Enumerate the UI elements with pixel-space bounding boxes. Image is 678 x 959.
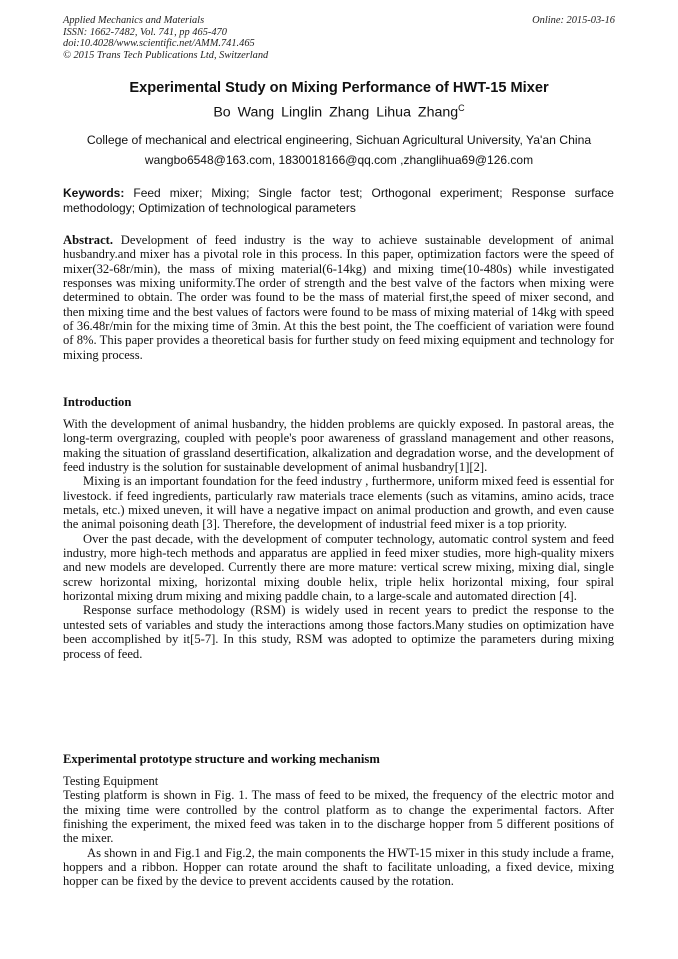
paragraph: Response surface methodology (RSM) is widely used in recent years to predict the response to the untested sets of variables and study the interactions among those factors.Many studies on optimization have been accomplished by it[5-7]. In this study, RSM was adopted to optimize the parameters during mixing process of feed. bbox=[63, 603, 614, 661]
abstract bbox=[63, 233, 614, 362]
doi-line[interactable]: doi:10.4028/www.scientific.net/AMM.741.465 bbox=[63, 38, 255, 49]
paragraph: Testing platform is shown in Fig. 1. The mass of feed to be mixed, the frequency of the electric motor and the mixing time were controlled by the control platform as to change the experimental factors. After finishing the experiment, the mixed feed was taken in to the discharge hopper from 5 different positions of the mixer. bbox=[63, 788, 614, 846]
section-heading: Experimental prototype structure and working mechanism bbox=[63, 752, 380, 766]
online-date bbox=[532, 15, 615, 27]
affiliation: College of mechanical and electrical engineering, Sichuan Agricultural University, Ya'an China bbox=[86, 133, 592, 147]
online-date-text: Online: 2015-03-16 bbox=[532, 15, 615, 26]
paragraph: Mixing is an important foundation for the feed industry , furthermore, uniform mixed feed is essential for livestock. if feed ingredients, particularly raw materials trace elements (such as vitamins, amino acids, trace metals, etc.) mixed uneven, it will have a negative impact on animal production and growth, and even cause the animal poisoning death [3]. Therefore, the development of industrial feed mixer is a top priority. bbox=[63, 474, 614, 532]
issn-line: ISSN: 1662-7482, Vol. 741, pp 465-470 bbox=[63, 26, 227, 38]
corresponding-mark: C bbox=[458, 103, 465, 113]
paper-title: Experimental Study on Mixing Performance of HWT-15 Mixer bbox=[129, 80, 549, 96]
keywords-text: Feed mixer; Mixing; Single factor test; Orthogonal experiment; Response surface methodology; Optimization of technological parameters bbox=[63, 186, 614, 216]
abstract-text: Development of feed industry is the way to achieve sustainable development of animal husbandry.and mixer has a pivotal role in this process. In this paper, optimization factors were the speed of mixer(32-68r/min), the mass of mixing material(6-14kg) and mixing time(10-480s) while investigated responses was mixing uniformity.The order of strength and the best valve of the factors when mixing were determined to obtain. The order was found to be the mass of material first,the speed of mixer second, and then mixing time and the best values of factors were found to be mass of mixing material of 14kg with speed of 36.48r/min for the mixing time of 3min. At this the best point, the The coefficient of variation were found of 8%. This paper provides a theoretical basis for further study on feed mixing equipment and technology for mixing process. bbox=[63, 233, 614, 362]
journal-header bbox=[63, 15, 268, 61]
introduction-body bbox=[63, 417, 614, 661]
introduction-heading: Introduction bbox=[63, 395, 132, 409]
copyright-line: © 2015 Trans Tech Publications Ltd, Switzerland bbox=[63, 49, 269, 61]
author-list bbox=[0, 103, 678, 121]
paragraph: As shown in and Fig.1 and Fig.2, the main components the HWT-15 mixer in this study include a frame, hoppers and a ribbon. Hopper can rotate around the shaft to facilitate unloading, a fixed device, mixing hopper can be fixed by the device to prevent accidents caused by the rotation. bbox=[63, 845, 614, 889]
subsection-heading: Testing Equipment bbox=[63, 774, 159, 788]
section-body bbox=[63, 774, 614, 889]
author-names: Bo Wang Linglin Zhang Lihua Zhang bbox=[213, 104, 459, 121]
paragraph: Over the past decade, with the development of computer technology, automatic control system and feed industry, more high-tech methods and apparatus are applied in feed mixer studies, more high-quality mixers and new models are developed. Currently there are more mature: vertical screw mixing, mixing dial, single screw horizontal mixing, horizontal mixing double helix, triple helix horizontal mixing, four spiral horizontal mixing drum mixing and mixing paddle chain, to a large-scale and automated direction [4]. bbox=[63, 531, 614, 604]
keywords-label: Keywords: bbox=[63, 186, 125, 200]
paragraph: With the development of animal husbandry, the hidden problems are quickly exposed. In pastoral areas, the long-term overgrazing, coupled with people's poor awareness of grassland management and other reasons, making the situation of grassland desertification, alkalization and degradation worse, and the development of feed industry is the solution for sustainable development of animal husbandry[1][2]. bbox=[63, 417, 614, 475]
keywords bbox=[63, 186, 614, 217]
journal-name: Applied Mechanics and Materials bbox=[63, 15, 205, 26]
author-emails[interactable]: wangbo6548@163.com, 1830018166@qq.com ,zhanglihua69@126.com bbox=[144, 153, 534, 167]
abstract-label: Abstract. bbox=[63, 233, 114, 247]
